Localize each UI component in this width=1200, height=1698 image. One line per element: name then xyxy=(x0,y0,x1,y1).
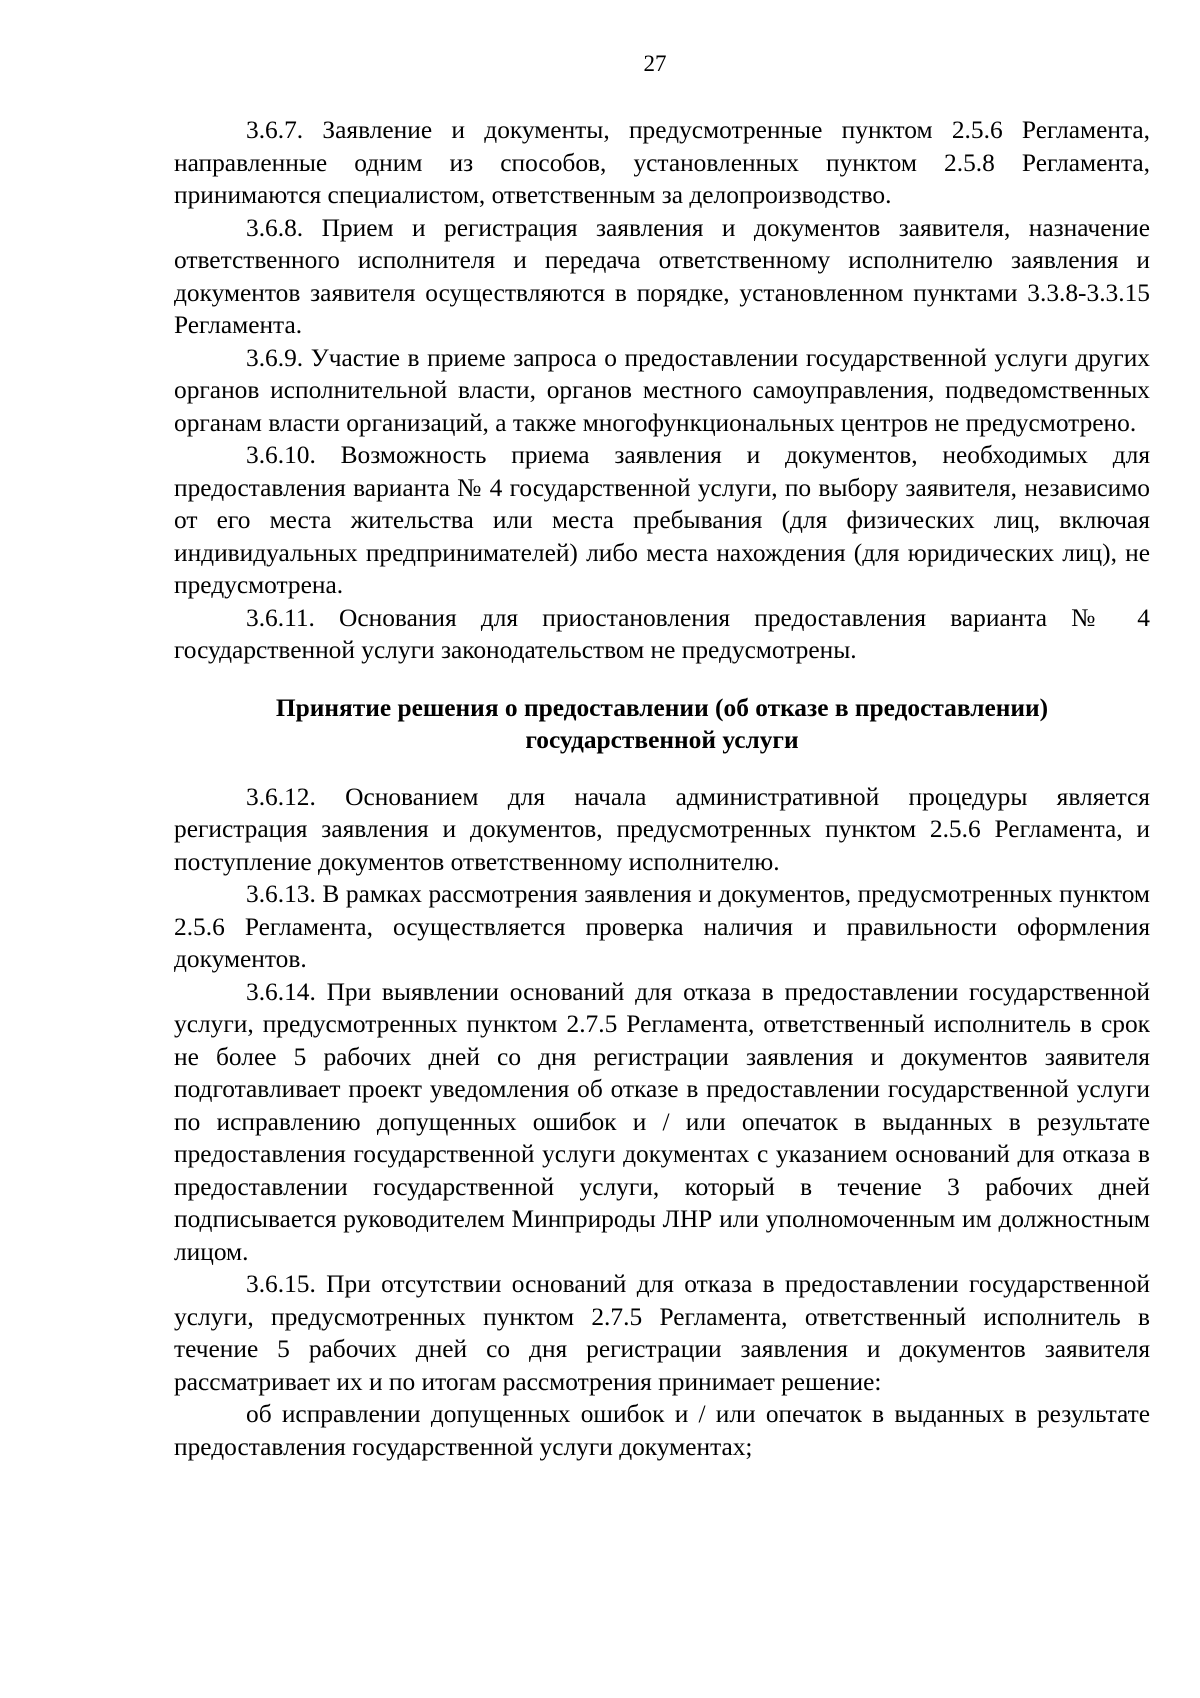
paragraph-3-6-7: 3.6.7. Заявление и документы, предусмотренные пунктом 2.5.6 Регламента, направленные одним из способов, установленных пунктом 2.5.8 Регламента, принимаются специалистом, ответственным за делопроизводство. xyxy=(174,116,1150,209)
page-number: 27 xyxy=(643,51,667,76)
paragraph-3-6-10: 3.6.10. Возможность приема заявления и документов, необходимых для предоставления варианта № 4 государственной услуги, по выбору заявителя, независимо от его места жительства или места пребывания (для физических лиц, включая индивидуальных предпринимателей) либо места нахождения (для юридических лиц), не предусмотрена. xyxy=(174,441,1150,599)
paragraph-3-6-11: 3.6.11. Основания для приостановления предоставления варианта № 4 государственной услуги законодательством не предусмотрены. xyxy=(174,603,1150,664)
section-heading-line-1: Принятие решения о предоставлении (об отказе в предоставлении) xyxy=(275,693,1049,722)
document-body xyxy=(174,114,1150,1463)
paragraph-decision-item: об исправлении допущенных ошибок и / или опечаток в выданных в результате предоставления государственной услуги документах; xyxy=(174,1400,1150,1461)
section-heading xyxy=(174,667,1150,781)
section-heading-line-2: государственной услуги xyxy=(525,725,799,754)
paragraph-3-6-8: 3.6.8. Прием и регистрация заявления и документов заявителя, назначение ответственного исполнителя и передача ответственному исполнителю заявления и документов заявителя осуществляются в порядке, установленном пунктами 3.3.8-3.3.15 Регламента. xyxy=(174,213,1150,339)
paragraph-3-6-9: 3.6.9. Участие в приеме запроса о предоставлении государственной услуги других органов исполнительной власти, органов местного самоуправления, подведомственных органам власти организаций, а также многофункциональных центров не предусмотрено. xyxy=(174,343,1150,437)
paragraph-3-6-13: 3.6.13. В рамках рассмотрения заявления и документов, предусмотренных пунктом 2.5.6 Регламента, осуществляется проверка наличия и правильности оформления документов. xyxy=(174,880,1150,973)
paragraph-3-6-14: 3.6.14. При выявлении оснований для отказа в предоставлении государственной услуги, предусмотренных пунктом 2.7.5 Регламента, ответственный исполнитель в срок не более 5 рабочих дней со дня регистрации заявления и документов заявителя подготавливает проект уведомления об отказе в предоставлении государственной услуги по исправлению допущенных ошибок и / или опечаток в выданных в результате предоставления государственной услуги документах с указанием оснований для отказа в предоставлении государственной услуги, который в течение 3 рабочих дней подписывается руководителем Минприроды ЛНР или уполномоченным им должностным лицом. xyxy=(174,977,1150,1266)
paragraph-3-6-12: 3.6.12. Основанием для начала административной процедуры является регистрация заявления и документов, предусмотренных пунктом 2.5.6 Регламента, и поступление документов ответственному исполнителю. xyxy=(174,782,1150,876)
paragraph-3-6-15: 3.6.15. При отсутствии оснований для отказа в предоставлении государственной услуги, предусмотренных пунктом 2.7.5 Регламента, ответственный исполнитель в течение 5 рабочих дней со дня регистрации заявления и документов заявителя рассматривает их и по итогам рассмотрения принимает решение: xyxy=(174,1270,1150,1396)
